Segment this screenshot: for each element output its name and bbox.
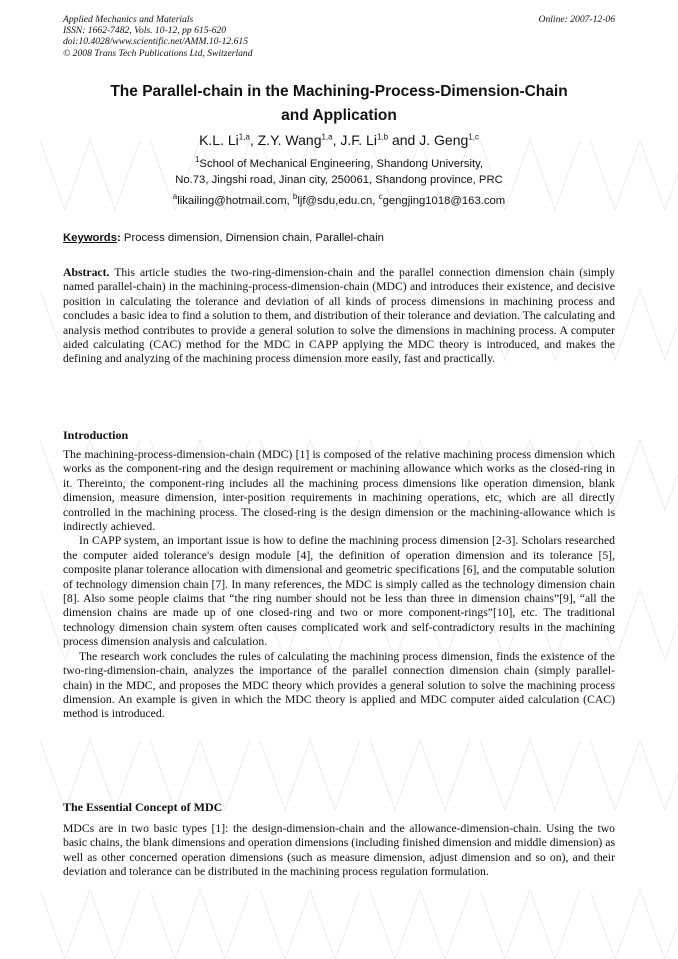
author-affiliation-mark: 1,a: [238, 132, 250, 142]
email-mark: a: [172, 192, 178, 202]
email-mark: b: [292, 192, 298, 202]
watermark-stroke: [150, 890, 250, 959]
affiliation-line-2: No.73, Jingshi road, Jinan city, 250061, Shandong province, PRC: [175, 174, 503, 186]
author-name: J. Geng: [419, 132, 469, 148]
abstract-text: This article studies the two-ring-dimension-chain and the parallel connection dimension chain (simply named parallel-chain) in the machining-process-dimension-chain (MDC) and introduces their existence, and decisive position in calculating the tolerance and deviation of all kinds of process dimensions in machining process and concludes a basic idea to find a solution to them, and distribution of their tolerance and deviation. The calculating and analysis method contributes to provide a general solution to solve the dimensions in machining process. A computer aided calculating (CAC) method for the MDC in CAPP applying the MDC theory is introduced, and makes the defining and analyzing of the machining process dimension more easily, fast and practically.: [63, 266, 615, 366]
keywords-line: Keywords: Process dimension, Dimension chain, Parallel-chain: [63, 232, 384, 244]
paragraph: The research work concludes the rules of calculating the machining process dimension, finds the existence of the two-ring-dimension-chain, analyzes the importance of the parallel connection dimension chain (simply parallel-chain) in the MDC, and proposes the MDC theory which provides a general solution to solve the machining process dimension. An example is given in which the MDC theory is applied and MDC computer aided calculation (CAC) method is introduced.: [63, 649, 615, 721]
email-address[interactable]: gengjing1018@163.com: [382, 195, 506, 207]
affiliation: [63, 156, 615, 188]
paragraph: MDCs are in two basic types [1]: the design-dimension-chain and the allowance-dimension-chain. Using the two basic chains, the blank dimensions and operation dimensions (including finished dimension and middle dimension) as well as other concerned operation dimensions (such as measure dimension, adjust dimension and so on), and their deviation and tolerance can be distributed in the machining process regulation formulation.: [63, 822, 615, 879]
keywords-text: Process dimension, Dimension chain, Parallel-chain: [123, 232, 384, 244]
affiliation-mark: 1: [194, 155, 200, 165]
watermark-stroke: [590, 890, 678, 959]
author-list: K.L. Li$^{1,a}$, Z.Y. Wang$^{1,a}$, J.F. Li$^{1,b}$ and J. Geng$^{1,c}$: [199, 132, 479, 148]
author-affiliation-mark: 1,c: [468, 132, 479, 142]
section-heading-essential-concept: The Essential Concept of MDC: [63, 800, 223, 814]
author-name: Z.Y. Wang: [257, 132, 322, 148]
watermark-stroke: [40, 890, 140, 959]
paper-title: [63, 80, 615, 128]
author-name: J.F. Li: [340, 132, 377, 148]
watermark-stroke: [370, 890, 470, 959]
journal-name: Applied Mechanics and Materials: [63, 14, 194, 25]
email-mark: c: [378, 192, 383, 202]
author-affiliation-mark: 1,a: [321, 132, 333, 142]
introduction-section: [63, 448, 615, 722]
email-address[interactable]: likailing@hotmail.com: [177, 195, 287, 207]
keywords-label: Keywords: [63, 232, 117, 244]
journal-header: [63, 14, 615, 59]
paragraph: In CAPP system, an important issue is how to define the machining process dimension [2-3]. Scholars researched the computer aided tolerance's design module [4], the definition of operation dimension and its tolerance [5], composite planar tolerance allocation with dimensional and geometric specifications [6], and the computable solution of technology dimension chain [7]. In many references, the MDC is simply called as the technology dimension chain [8]. Also some people claims that “the ring number should not be less than three in dimension chains”[9], “all the dimension chains are made up of one closed-ring and two or more component-rings”[10], etc. The traditional technology dimension chain system often causes complicated work and self-contradictory results in the machining process dimension analysis and calculation.: [63, 534, 615, 649]
watermark-stroke: [480, 890, 580, 959]
essential-concept-section: [63, 822, 615, 880]
affiliation-line-1: School of Mechanical Engineering, Shandong University,: [199, 158, 484, 170]
title-line-1: The Parallel-chain in the Machining-Process-Dimension-Chain: [110, 83, 568, 100]
copyright-line: © 2008 Trans Tech Publications Ltd, Switzerland: [63, 47, 253, 59]
author-affiliation-mark: 1,b: [376, 132, 389, 142]
issn-line: ISSN: 1662-7482, Vols. 10-12, pp 615-620: [63, 25, 227, 37]
paragraph: The machining-process-dimension-chain (MDC) [1] is composed of the relative machining process dimension which works as the component-ring and the design requirement or machining allowance which works as the closed-ring in it. Thereinto, the component-ring includes all the machining process dimensions like operation dimension, blank dimension, measure dimension, inter-position requirements in machining operations, etc, which are all directly controlled in the machining process. The closed-ring is the design dimension or the machining-allowance which is indirectly achieved.: [63, 448, 615, 534]
watermark-stroke: [260, 890, 360, 959]
section-heading-introduction: Introduction: [63, 428, 129, 442]
doi-line[interactable]: doi:10.4028/www.scientific.net/AMM.10-12.615: [63, 36, 249, 48]
author-conjunction: and: [391, 132, 416, 148]
email-list: $^a$likailing@hotmail.com, $^b$ljf@sdu,edu.cn, $^c$gengjing1018@163.com: [172, 192, 506, 207]
abstract-section: [63, 266, 615, 367]
abstract-label: Abstract.: [63, 266, 110, 279]
title-line-2: and Application: [281, 107, 397, 124]
email-address[interactable]: ljf@sdu,edu.cn: [297, 195, 373, 207]
online-date: Online: 2007-12-06: [538, 14, 615, 25]
author-name: K.L. Li: [199, 132, 239, 148]
